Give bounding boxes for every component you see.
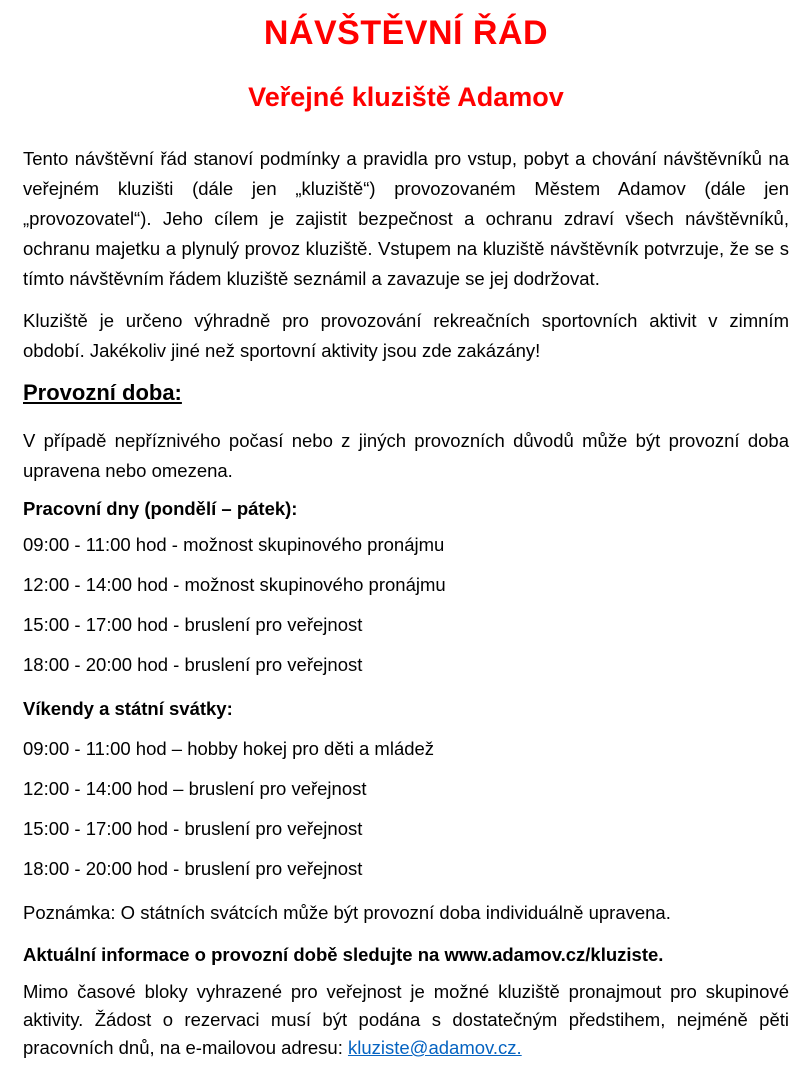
weekday-slot: 18:00 - 20:00 hod - bruslení pro veřejnost	[23, 654, 363, 675]
rental-text: Mimo časové bloky vyhrazené pro veřejnost je možné kluziště pronajmout pro skupinové aktivity. Žádost o rezervaci musí být podána s dostatečným předstihem, nejméně pěti pracovních dnů, na e-mailovou adresu:	[23, 981, 789, 1058]
weekends-heading: Víkendy a státní svátky:	[23, 698, 233, 719]
operating-hours-heading: Provozní doba:	[23, 380, 182, 405]
weekend-slot: 09:00 - 11:00 hod – hobby hokej pro děti a mládež	[23, 738, 435, 759]
weekdays-heading: Pracovní dny (pondělí – pátek):	[23, 498, 298, 519]
email-link[interactable]: kluziste@adamov.cz.	[347, 1037, 522, 1058]
page-title: NÁVŠTĚVNÍ ŘÁD	[263, 14, 549, 52]
holiday-note: Poznámka: O státních svátcích může být provozní doba individuálně upravena.	[23, 902, 671, 923]
page-subtitle: Veřejné kluziště Adamov	[248, 82, 564, 112]
weekday-slot: 15:00 - 17:00 hod - bruslení pro veřejnost	[23, 614, 363, 635]
intro-paragraph: Tento návštěvní řád stanoví podmínky a pravidla pro vstup, pobyt a chování návštěvníků na veřejném kluzišti (dále jen „kluziště“) provozovaném Městem Adamov (dále jen „provozovatel“). Jeho cílem je zajistit bezpečnost a ochranu zdraví všech návštěvníků, ochranu majetku a plynulý provoz kluziště. Vstupem na kluziště návštěvník potvrzuje, že se s tímto návštěvním řádem kluziště seznámil a zavazuje se jej dodržovat.	[23, 148, 789, 289]
weekend-slot: 12:00 - 14:00 hod – bruslení pro veřejnost	[23, 778, 367, 799]
info-website-line: Aktuální informace o provozní době sledujte na www.adamov.cz/kluziste.	[23, 944, 664, 965]
weather-note-paragraph: V případě nepříznivého počasí nebo z jiných provozních důvodů může být provozní doba upravena nebo omezena.	[23, 430, 789, 481]
rental-paragraph	[23, 978, 789, 1062]
weekday-slot: 09:00 - 11:00 hod - možnost skupinového pronájmu	[23, 534, 445, 555]
weekend-slot: 15:00 - 17:00 hod - bruslení pro veřejnost	[23, 818, 363, 839]
purpose-paragraph: Kluziště je určeno výhradně pro provozování rekreačních sportovních aktivit v zimním období. Jakékoliv jiné než sportovní aktivity jsou zde zakázány!	[23, 310, 789, 361]
weekday-slot: 12:00 - 14:00 hod - možnost skupinového pronájmu	[23, 574, 446, 595]
weekend-slot: 18:00 - 20:00 hod - bruslení pro veřejnost	[23, 858, 363, 879]
